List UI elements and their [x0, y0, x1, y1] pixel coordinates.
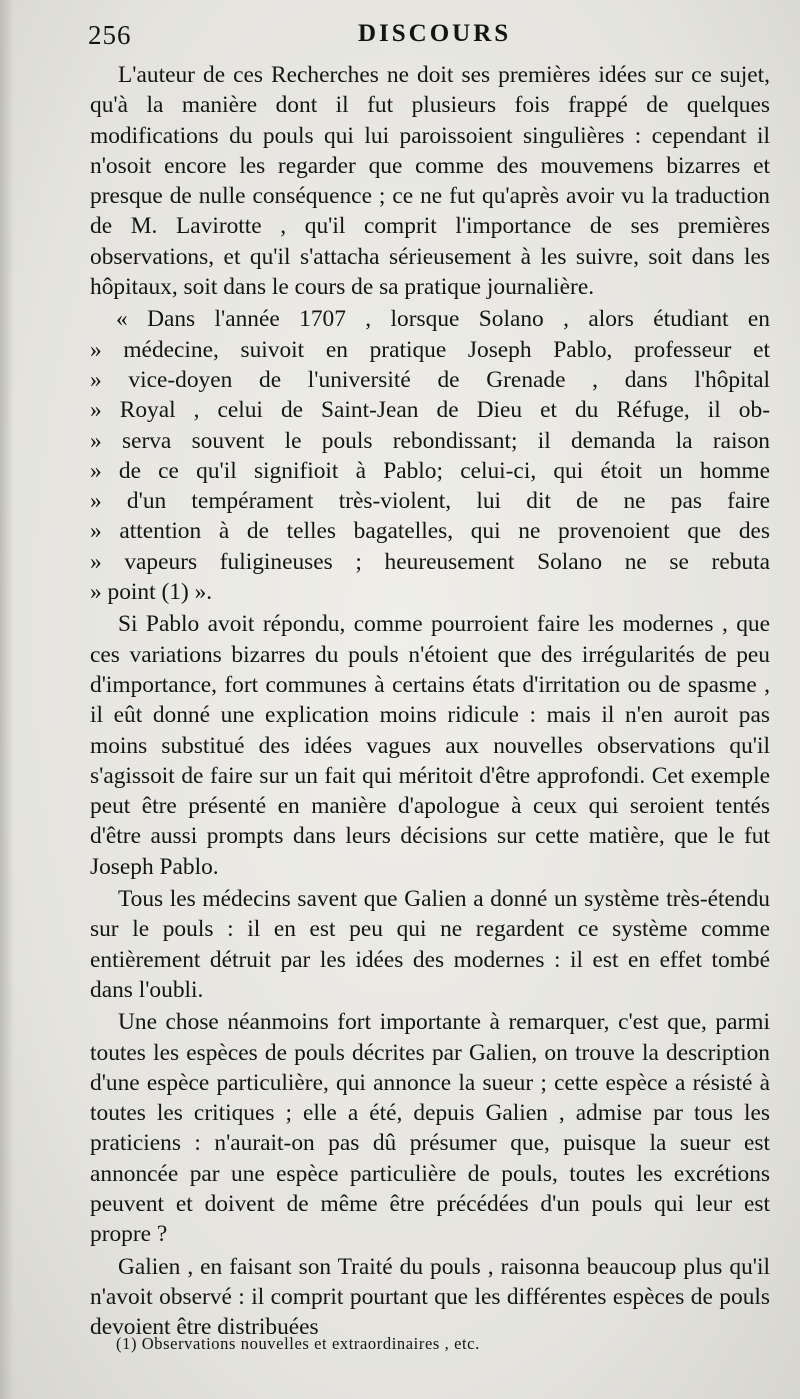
paragraph-6: Galien , en faisant son Traité du pouls , raisonna beaucoup plus qu'il n'avoit observé : il comprit pourtant que les différentes espèces de pouls devoient être distribuées [90, 1253, 770, 1341]
quote-line: » médecine, suivoit en pratique Joseph Pablo, professeur et [90, 336, 770, 363]
paragraph-3: Si Pablo avoit répondu, comme pourroient faire les modernes , que ces variations bizarres du pouls n'étoient que des irrégularités de peu d'importance, fort communes à certains états d'irritation ou de spasme , il eût donné une explication moins ridicule : mais il n'en auroit pas moins substitué des idées vagues aux nouvelles observations qu'il s'agissoit de faire sur un fait qui méritoit d'être approfondi. Cet exemple peut être présenté en manière d'apologue à ceux qui seroient tentés d'être aussi prompts dans leurs décisions sur cette matière, que le fut Joseph Pablo. [90, 611, 770, 880]
quote-line: » serva souvent le pouls rebondissant; il demanda la raison [90, 427, 770, 454]
quotation-block [90, 304, 770, 607]
paragraph-4: Tous les médecins savent que Galien a donné un système très-étendu sur le pouls : il en est peu qui ne regardent ce système comme entièrement détruit par les idées des modernes : il est en effet tombé dans l'oubli. [90, 886, 770, 1003]
quote-line: « Dans l'année 1707 , lorsque Solano , alors étudiant en [116, 306, 770, 333]
quote-line: » de ce qu'il signifioit à Pablo; celui-ci, qui étoit un homme [90, 457, 770, 484]
quote-line: » Royal , celui de Saint-Jean de Dieu et du Réfuge, il ob- [90, 397, 770, 424]
quote-line: » d'un tempérament très-violent, lui dit de ne pas faire [90, 488, 770, 515]
page-number: 256 [88, 20, 132, 50]
quote-line: » attention à de telles bagatelles, qui ne provenoient que des [90, 518, 770, 545]
page-header [0, 14, 800, 54]
quote-line: » point (1) ». [90, 579, 213, 606]
quote-line: » vice-doyen de l'université de Grenade , dans l'hôpital [90, 366, 770, 393]
quote-line: » vapeurs fuligineuses ; heureusement Solano ne se rebuta [90, 548, 770, 575]
running-head: DISCOURS [358, 20, 512, 47]
page-edge-shadow [0, 0, 14, 1399]
paragraph-5: Une chose néanmoins fort importante à remarquer, c'est que, parmi toutes les espèces de pouls décrites par Galien, on trouve la description d'une espèce particulière, qui annonce la sueur ; cette espèce a résisté à toutes les critiques ; elle a été, depuis Galien , admise par tous les praticiens : n'aurait-on pas dû présumer que, puisque la sueur est annoncée par une espèce particulière de pouls, toutes les excrétions peuvent et doivent de même être précédées d'un pouls qui leur est propre ? [90, 1009, 770, 1248]
body-text [90, 60, 770, 1342]
footnote: (1) Observations nouvelles et extraordinaires , etc. [116, 1334, 480, 1353]
paragraph-1: L'auteur de ces Recherches ne doit ses premières idées sur ce sujet, qu'à la manière dont il fut plusieurs fois frappé de quelques modifications du pouls qui lui paroissoient singulières : cependant il n'osoit encore les regarder que comme des mouvemens bizarres et presque de nulle conséquence ; ce ne fut qu'après avoir vu la traduction de M. Lavirotte , qu'il comprit l'importance de ses premières observations, et qu'il s'attacha sérieusement à les suivre, soit dans les hôpitaux, soit dans le cours de sa pratique journalière. [90, 62, 770, 301]
